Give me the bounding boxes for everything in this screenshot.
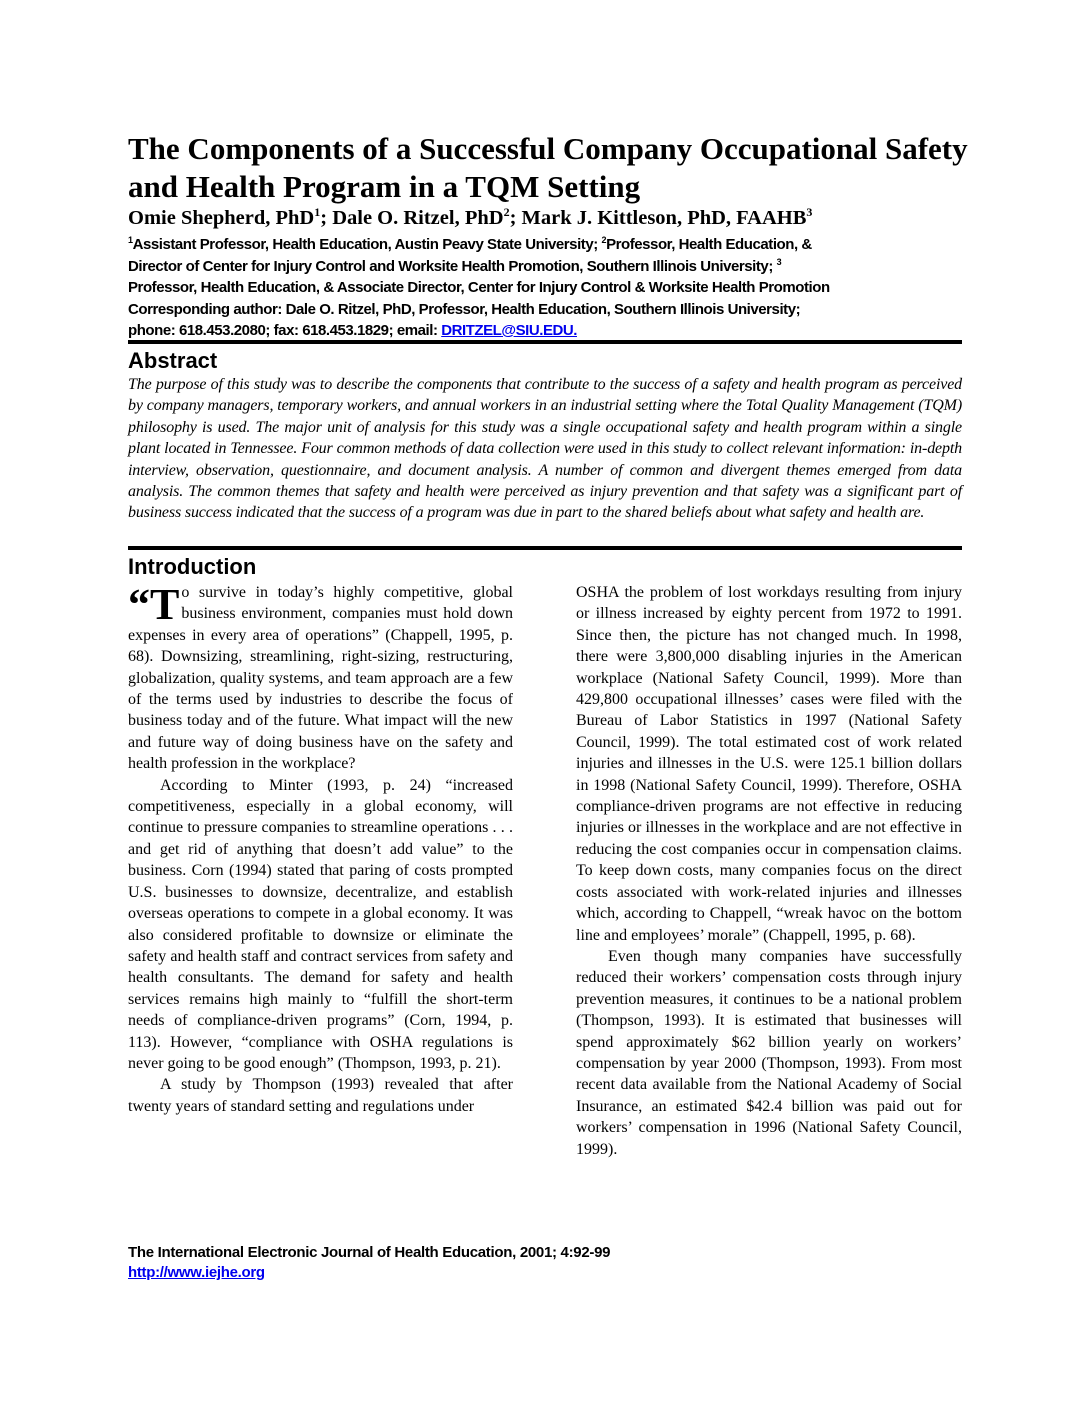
affiliation-text: Assistant Professor, Health Education, Austin Peavy State University; <box>132 236 602 253</box>
paragraph-text: o survive in today’s highly competitive, global business environment, companies must hold down expenses in every area of operations” (Chappell, 1995, p. 68). Downsizing, streamlining, right-sizing, restructuring, globalization, quality systems, and team approach are a few of the terms used by industries to describe the focus of business today and of the future. What impact will the new and future way of doing business have on the safety and health profession in the workplace? <box>128 584 513 773</box>
body-paragraph: A study by Thompson (1993) revealed that after twenty years of standard setting and regulations under <box>128 1076 513 1115</box>
author-separator: ; <box>320 207 333 229</box>
body-paragraph: OSHA the problem of lost workdays resulting from injury or illness increased by eighty percent from 1972 to 1991. Since then, the picture has not changed much. In 1998, there were 3,800,000 disabling injuries in the American workplace (National Safety Council, 1999). More than 429,800 occupational illnesses’ cases were filed with the Bureau of Labor Statistics in 1997 (National Safety Council, 1999). The total estimated cost of work related injuries and illnesses in the U.S. were 125.1 billion dollars in 1998 (National Safety Council, 1999). Therefore, OSHA compliance-driven programs are not effective in reducing injuries or illnesses in the workplace and are not effective in reducing the cost companies occur in compensation claims. To keep down costs, many companies focus on the direct costs associated with work-related injuries and illnesses which, according to Chappell, “wreak havoc on the bottom line and employees’ morale” (Chappell, 1995, p. 68). <box>576 584 962 944</box>
affiliation-text: Professor, Health Education, & <box>606 236 812 253</box>
corresponding-author-text: Corresponding author: Dale O. Ritzel, PhD, Professor, Health Education, Southern Illinois University; <box>128 300 801 318</box>
affiliation-marker: 1 <box>314 205 321 219</box>
body-paragraph: According to Minter (1993, p. 24) “increased competitiveness, especially in a global economy, will continue to pressure companies to streamline operations . . . and get rid of anything that doesn’t add value” to the business. Corn (1994) stated that paring of costs prompted U.S. businesses to downsize, decentralize, and establish overseas operations to compete in a global economy. It was also considered profitable to downsize or eliminate the safety and health staff and contract services from safety and health consultants. The demand for safety and health services remains high mainly to “fulfill the short-term needs of compliance-driven programs” (Corn, 1994, p. 113). However, “compliance with OSHA regulations is never going to be good enough” (Thompson, 1993, p. 21). <box>128 776 513 1072</box>
affiliation-marker: 1 <box>128 235 133 245</box>
affiliation-line <box>128 256 968 278</box>
affiliation-text: Professor, Health Education, & Associate Director, Center for Injury Control & Worksite Health Promotion <box>128 279 830 296</box>
contact-text: phone: 618.453.2080; fax: 618.453.1829; email: <box>128 322 442 339</box>
author-name: Omie Shepherd, PhD <box>128 207 315 229</box>
journal-citation: The International Electronic Journal of Health Education, 2001; 4:92-99 <box>128 1244 611 1261</box>
affiliations-block <box>128 234 968 342</box>
page-footer <box>128 1243 968 1283</box>
affiliation-marker: 3 <box>806 205 813 219</box>
section-divider <box>128 340 962 344</box>
affiliation-marker: 3 <box>776 256 782 267</box>
author-separator: ; <box>509 207 522 229</box>
contact-line <box>128 320 968 342</box>
affiliation-line <box>128 234 968 256</box>
body-column-right <box>576 582 962 1160</box>
body-paragraph: Even though many companies have successfully reduced their workers’ compensation costs through injury prevention measures, it continues to be a national problem (Thompson, 1993). It is estimated that businesses will spend approximately $62 billion yearly on workers’ compensation by year 2000 (Thompson, 1993). From most recent data available from the National Academy of Social Insurance, an estimated $42.4 billion was paid out for workers’ compensation in 1996 (National Safety Council, 1999). <box>576 947 962 1158</box>
section-divider <box>128 546 962 550</box>
author-list <box>128 205 968 231</box>
email-link[interactable]: DRITZEL@SIU.EDU. <box>441 322 577 339</box>
body-paragraph <box>128 582 513 775</box>
abstract-heading: Abstract <box>128 348 218 373</box>
body-column-left <box>128 582 513 1117</box>
affiliation-line <box>128 277 968 299</box>
introduction-heading: Introduction <box>128 554 257 579</box>
affiliation-marker: 2 <box>503 205 510 219</box>
author-name: Mark J. Kittleson, PhD, FAAHB <box>521 207 807 229</box>
author-name: Dale O. Ritzel, PhD <box>332 207 504 229</box>
drop-cap: “T <box>128 580 180 629</box>
journal-url-link[interactable]: http://www.iejhe.org <box>128 1264 265 1281</box>
abstract-text: The purpose of this study was to describe the components that contribute to the success of a safety and health program as perceived by company managers, temporary workers, and annual workers in an industrial setting where the Total Quality Management (TQM) philosophy is used. The major unit of analysis for this study was a single occupational safety and health program within a single plant located in Tennessee. Four common methods of data collection were used in this study to collect relevant information: in-depth interview, observation, questionnaire, and document analysis. A number of common and divergent themes emerged from data analysis. The common themes that safety and health were perceived as injury prevention and that safety was a significant part of business success indicated that the success of a program was due in part to the shared beliefs about what safety and health are. <box>128 376 962 522</box>
affiliation-text: Director of Center for Injury Control and Worksite Health Promotion, Southern Illinois University; <box>128 257 777 275</box>
corresponding-author-line <box>128 299 968 321</box>
paper-title: The Components of a Successful Company Occupational Safety and Health Program in a TQM Setting <box>128 131 968 204</box>
affiliation-marker: 2 <box>601 235 607 245</box>
